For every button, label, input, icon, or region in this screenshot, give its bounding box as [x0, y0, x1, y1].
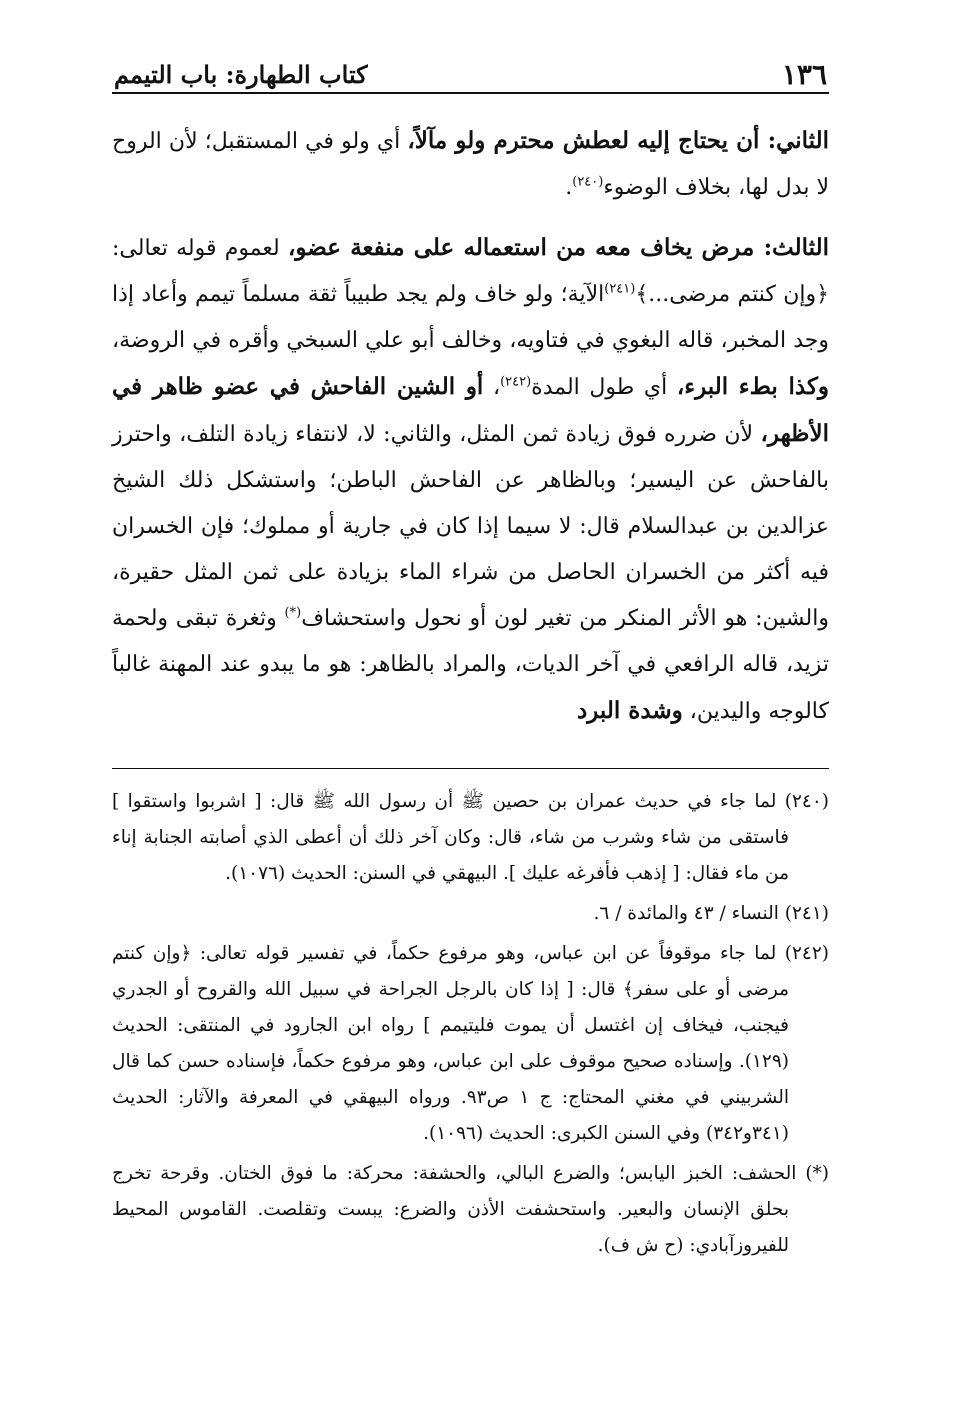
- commentary-text: لعموم قوله تعالى: ﴿وإن كنتم مرضى...﴾: [112, 236, 829, 307]
- footnote-ref-241[interactable]: (٢٤١): [604, 281, 636, 297]
- footnotes: [112, 784, 829, 1268]
- footnote-ref-star[interactable]: (*): [284, 605, 302, 621]
- matn-text: وكذا بطء البرء،: [676, 373, 829, 400]
- matn-text: وشدة البرد: [576, 697, 683, 724]
- footnote-241: (٢٤١) النساء / ٤٣ والمائدة / ٦.: [593, 903, 829, 924]
- paragraph-second-condition: [112, 118, 829, 211]
- punctuation: .: [565, 175, 573, 200]
- page-number: ١٣٦: [781, 58, 827, 91]
- page-header: [112, 56, 829, 94]
- commentary-text: الآية؛ ولو خاف ولم يجد طبيباً ثقة مسلماً تيمم وأعاد إذا وجد المخبر، قاله البغوي في فتاويه، وخالف أبو علي السبخي وأقره في الروضة،: [112, 282, 829, 353]
- footnote-star: (*) الحشف: الخبز اليابس؛ والضرع البالي، والحشفة: محركة: ما فوق الختان. وقرحة تخرج بحلق الإنسان والبعير. واستحشفت الأذن والضرع: يبست وتقلصت. القاموس المحيط للفيروزآبادي: (ح ش ف).: [112, 1163, 829, 1256]
- matn-text: الثالث: مرض يخاف معه من استعماله على منفعة عضو،: [287, 234, 829, 261]
- main-text: [112, 118, 829, 735]
- footnote-ref-242[interactable]: (٢٤٢): [500, 374, 532, 390]
- commentary-text: وثغرة تبقى ولحمة تزيد، قاله الرافعي في آخر الديات، والمراد بالظاهر: هو ما يبدو عند المهنة غالباً كالوجه واليدين،: [112, 606, 829, 724]
- footnote-240: (٢٤٠) لما جاء في حديث عمران بن حصين ﷺ أن رسول الله ﷺ قال: [ اشربوا واستقوا ] فاستقى من شاء وشرب من شاء، قال: وكان آخر ذلك أن أعطى الذي أصابته الجنابة إناء من ماء فقال: [ إذهب فأفرغه عليك ]. البيهقي في السنن: الحديث (١٠٧٦).: [112, 791, 829, 884]
- running-title: كتاب الطهارة: باب التيمم: [114, 60, 368, 89]
- paragraph-third-condition: [112, 225, 829, 735]
- footnote-ref-240[interactable]: (٢٤٠): [572, 174, 604, 190]
- footnote-242: (٢٤٢) لما جاء موقوفاً عن ابن عباس، وهو مرفوع حكماً، في تفسير قوله تعالى: ﴿وإن كنتم مرضى أو على سفر﴾ قال: [ إذا كان بالرجل الجراحة في سبيل الله والقروح أو الجدري فيجنب، فيخاف إن اغتسل أن يموت فليتيمم ] رواه ابن الجارود في المنتقى: الحديث (١٢٩). وإسناده صحيح موقوف على ابن عباس، وهو مرفوع حكماً، فإسناده حسن كما قال الشربيني في مغني المحتاج: ج ١ ص٩٣. ورواه البيهقي في المعرفة والآثار: الحديث (٣٤١و٣٤٢) وفي السنن الكبرى: الحديث (١٠٩٦).: [112, 943, 829, 1144]
- commentary-text: أي طول المدة: [531, 375, 677, 400]
- commentary-text: أي ولو في المستقبل؛ لأن الروح لا بدل لها، بخلاف الوضوء: [112, 129, 829, 200]
- punctuation: ،: [483, 375, 501, 400]
- matn-text: الثاني: أن يحتاج إليه لعطش محترم ولو مآلاً،: [407, 127, 829, 154]
- footnote-divider: [112, 768, 829, 769]
- commentary-text: لأن ضرره فوق زيادة ثمن المثل، والثاني: لا، لانتفاء زيادة التلف، واحترز بالفاحش عن اليسير؛ وبالظاهر عن الفاحش الباطن؛ واستشكل ذلك الشيخ عزالدين بن عبدالسلام قال: لا سيما إذا كان في جارية أو مملوك؛ فإن الخسران فيه أكثر من الخسران الحاصل من شراء الماء بزيادة على ثمن المثل حقيرة، والشين: هو الأثر المنكر من تغير لون أو نحول واستحشاف: [112, 422, 829, 631]
- matn-text: أو الشين الفاحش في عضو ظاهر في الأظهر،: [112, 373, 829, 447]
